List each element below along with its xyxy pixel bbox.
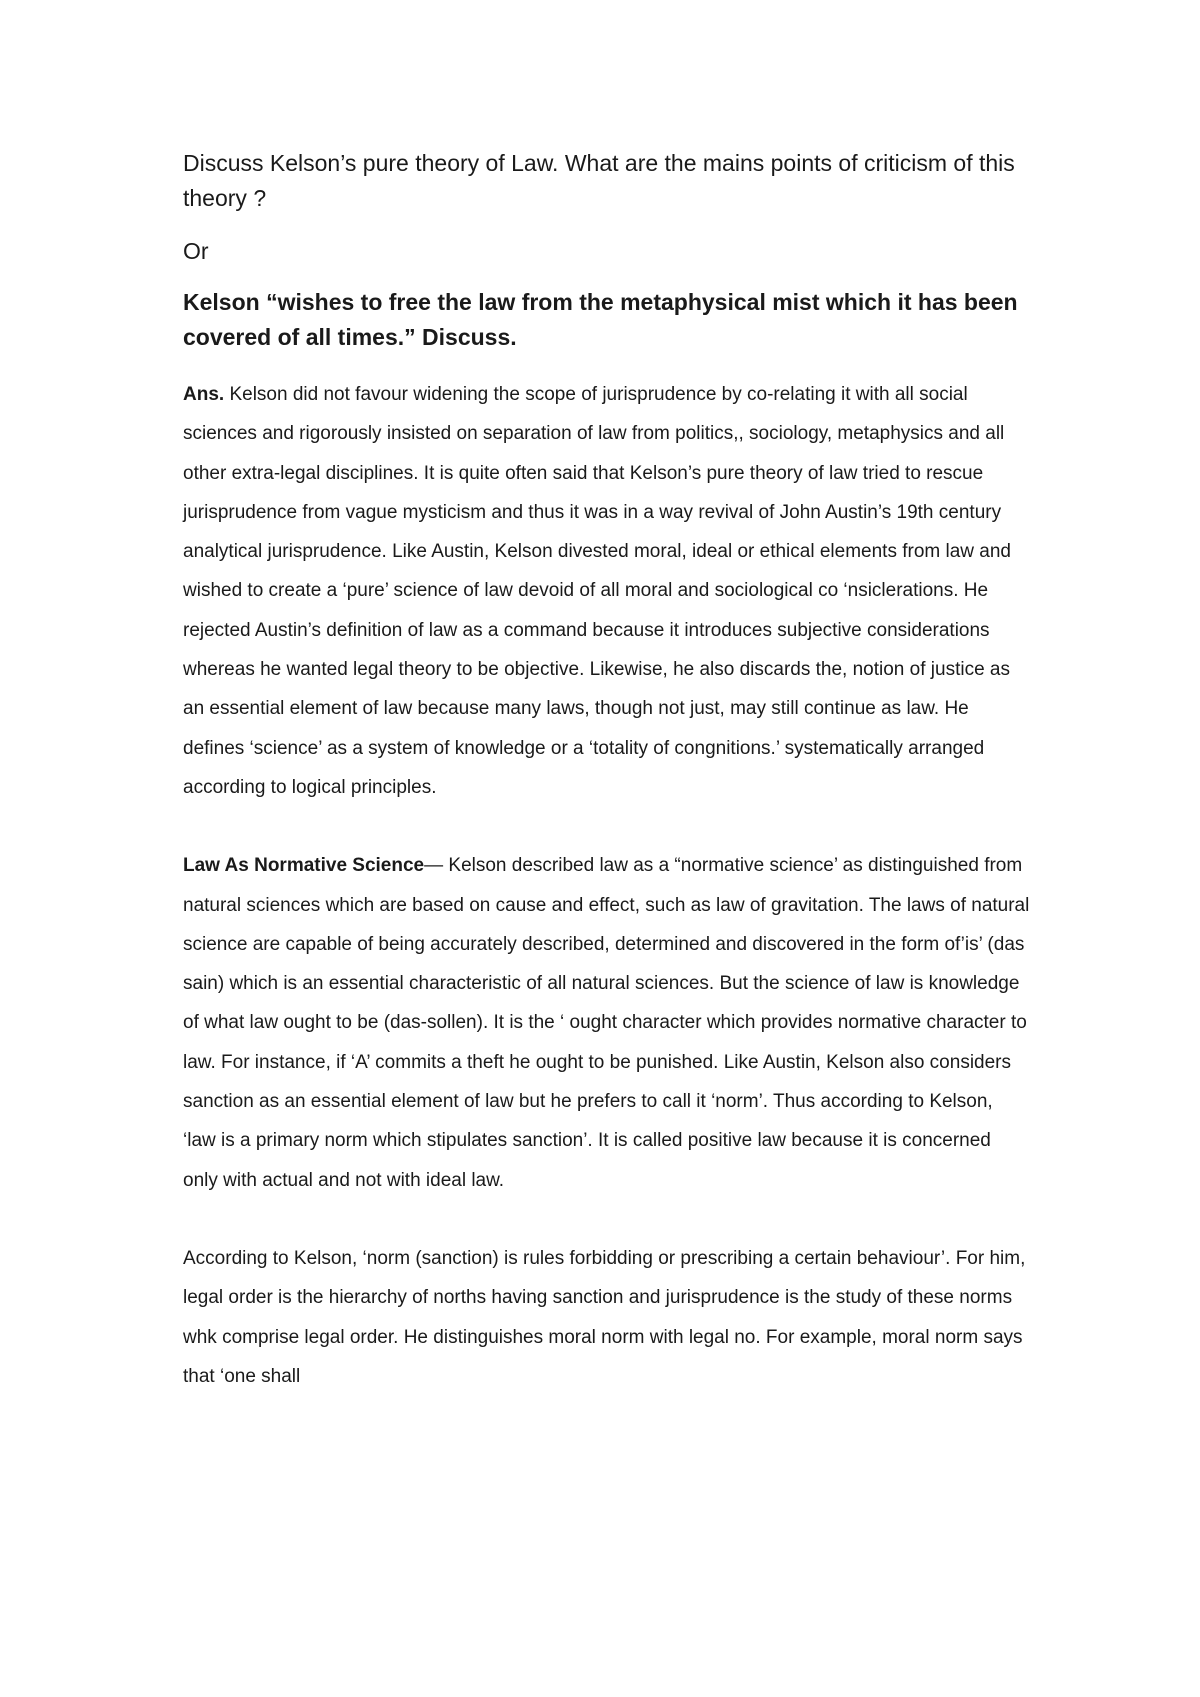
answer-text: Kelson did not favour widening the scope of jurisprudence by co-relating it with all social sciences and rigorously insisted on separation of law from politics,, sociology, metaphysics and all other extra-legal disciplines. It is quite often said that Kelson’s pure theory of law tried to rescue jurisprudence from vague mysticism and thus it was in a way revival of John Austin’s 19th century analytical jurisprudence. Like Austin, Kelson divested moral, ideal or ethical elements from law and wished to create a ‘pure’ science of law devoid of all moral and sociological co ‘nsiclerations. He rejected Austin’s definition of law as a command because it introduces subjective considerations whereas he wanted legal theory to be objective. Likewise, he also discards the, notion of justice as an essential element of law because many laws, though not just, may still continue as law. He defines ‘science’ as a system of knowledge or a ‘totality of congnitions.’ systematically arranged according to logical principles.: [183, 384, 1011, 798]
normative-science-text: — Kelson described law as a “normative science’ as distinguished from natural sciences which are based on cause and effect, such as law of gravitation. The laws of natural science are capable of being accurately described, determined and discovered in the form of’is’ (das sain) which is an essential characteristic of all natural sciences. But the science of law is knowledge of what law ought to be (das-sollen). It is the ‘ ought character which provides normative character to law. For instance, if ‘A’ commits a theft he ought to be punished. Like Austin, Kelson also considers sanction as an essential element of law but he prefers to call it ‘norm’. Thus according to Kelson, ‘law is a primary norm which stipulates sanction’. It is called positive law because it is concerned only with actual and not with ideal law.: [183, 855, 1030, 1191]
answer-lead: Ans.: [183, 384, 225, 405]
normative-science-heading: Law As Normative Science: [183, 855, 425, 877]
alternate-question: Kelson “wishes to free the law from the metaphysical mist which it has been covered of all times.” Discuss.: [183, 289, 1018, 350]
answer-paragraph: [183, 375, 1030, 807]
normative-science-paragraph: [183, 846, 1030, 1200]
norm-paragraph: According to Kelson, ‘norm (sanction) is rules forbidding or prescribing a certain behaviour’. For him, legal order is the hierarchy of norths having sanction and jurisprudence is the study of these norms whk comprise legal order. He distinguishes moral norm with legal no. For example, moral norm says that ‘one shall: [183, 1247, 1026, 1387]
or-separator: Or: [183, 238, 209, 264]
question-title: Discuss Kelson’s pure theory of Law. What are the mains points of criticism of this theory ?: [183, 150, 1015, 211]
